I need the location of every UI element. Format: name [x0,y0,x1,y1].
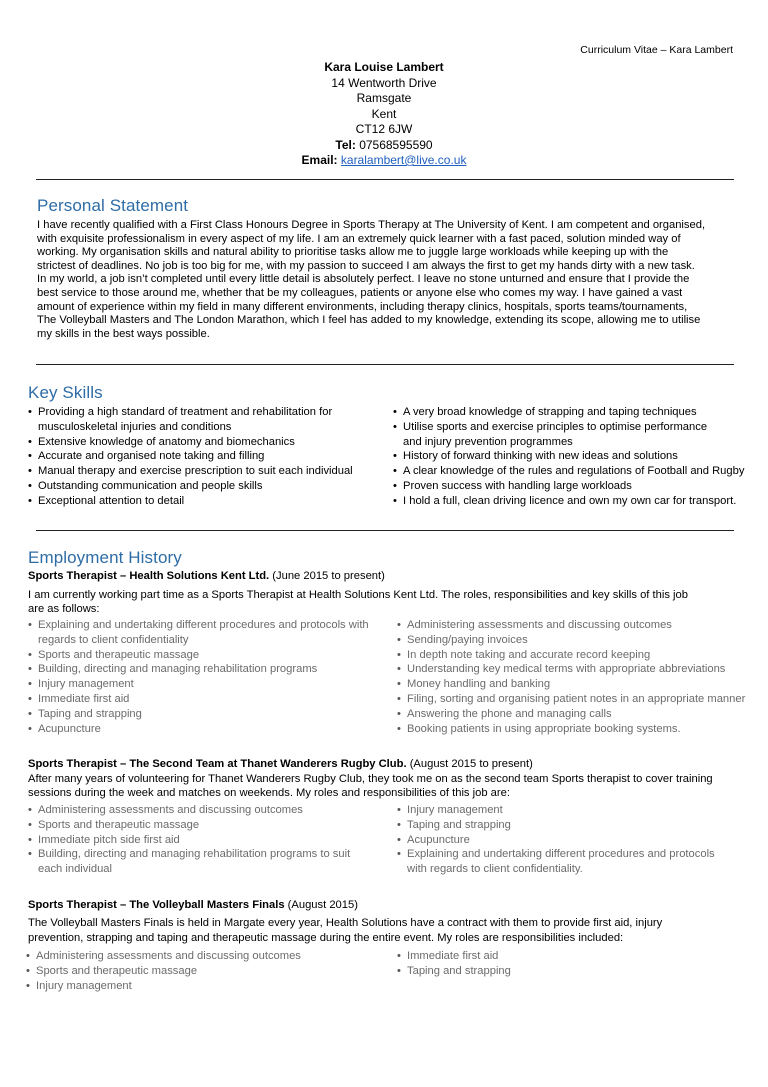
list-item: • Proven success with handling large workloads [393,479,763,494]
job-title-line [28,570,385,582]
job-duties-left [28,618,388,736]
address-line: 14 Wentworth Drive [331,75,437,90]
list-item: • Immediate first aid [397,949,757,964]
job-description: I am currently working part time as a Sports Therapist at Health Solutions Kent Ltd. The roles, responsibilities and key skills of this job are as follows: [28,589,688,616]
list-item: • A very broad knowledge of strapping and taping techniques [393,405,763,420]
employment-heading: Employment History [28,548,182,567]
email [0,153,768,169]
job-dates: (June 2015 to present) [272,570,385,582]
list-item: • I hold a full, clean driving licence and own my own car for transport. [393,494,763,509]
list-item: • Exceptional attention to detail [28,494,388,509]
list-item: • Administering assessments and discussing outcomes [397,618,763,633]
job-title-line [28,758,533,770]
list-item: • Acupuncture [397,833,757,848]
key-skills-left-list [28,405,388,509]
list-item: • Building, directing and managing rehabilitation programs to suit each individual [28,847,388,876]
list-item: • Sports and therapeutic massage [26,964,386,979]
list-item: • Administering assessments and discussing outcomes [26,949,386,964]
tel-label: Tel: [335,137,356,152]
key-skills-right-list [393,405,763,509]
job-dates: (August 2015 to present) [409,758,533,770]
list-item: • Injury management [28,677,388,692]
job-title: Sports Therapist – The Volleyball Masters Finals [28,899,285,911]
candidate-name: Kara Louise Lambert [324,60,444,74]
address-line: Ramsgate [356,91,412,105]
list-item: • Extensive knowledge of anatomy and biomechanics [28,435,388,450]
list-item: • Immediate first aid [28,692,388,707]
list-item: • Utilise sports and exercise principles to optimise performance and injury prevention programmes [393,420,763,450]
list-item: • Acupuncture [28,722,388,737]
address-line: CT12 6JW [355,122,413,136]
list-item: • Accurate and organised note taking and filling [28,449,388,464]
list-item: • Explaining and undertaking different procedures and protocols with regards to client confidentiality. [397,847,757,876]
job-duties-left [26,949,386,993]
job-dates: (August 2015) [287,899,358,911]
list-item: • Understanding key medical terms with appropriate abbreviations [397,662,763,677]
list-item: • Providing a high standard of treatment and rehabilitation for musculoskeletal injuries and conditions [28,405,388,435]
list-item: • Manual therapy and exercise prescription to suit each individual [28,464,388,479]
address-line: Kent [371,106,397,121]
list-item: • Immediate pitch side first aid [28,833,388,848]
list-item: • Sending/paying invoices [397,633,763,648]
list-item: • Taping and strapping [397,964,757,979]
list-item: • Booking patients in using appropriate booking systems. [397,722,763,737]
tel-number: 07568595590 [359,137,433,152]
list-item: • Injury management [397,803,757,818]
list-item: • Injury management [26,979,386,994]
job-duties-right [397,803,757,877]
key-skills-heading: Key Skills [28,383,103,402]
job-title: Sports Therapist – Health Solutions Kent Ltd. [28,570,270,582]
list-item: • Filing, sorting and organising patient notes in an appropriate manner [397,692,763,707]
list-item: • Taping and strapping [28,707,388,722]
list-item: • Building, directing and managing rehabilitation programs [28,662,388,677]
email-label: Email: [301,153,338,167]
list-item: • Explaining and undertaking different procedures and protocols with regards to client confidentiality [28,618,388,648]
list-item: • A clear knowledge of the rules and regulations of Football and Rugby [393,464,763,479]
personal-statement-text: I have recently qualified with a First Class Honours Degree in Sports Therapy at The University of Kent. I am competent and organised, with exquisite professionalism in every aspect of my life. I am an extremely quick learner with a fast paced, solution minded way of working. My organisation skills and natural ability to prioritise tasks allow me to juggle large workloads while keeping up with the strictest of deadlines. No job is too big for me, with my passion to succeed I am always the first to get my hands dirty with a new task. In my world, a job isn’t completed until every little detail is absolutely perfect. I leave no stone unturned and ensure that I provide the best service to those around me, whether that be my colleagues, patients or anyone else who comes my way. I have gained a vast amount of experience within my field in many different environments, including therapy clinics, hospitals, sports teams/tournaments, The Volleyball Masters and The London Marathon, which I feel has added to my knowledge, extending its scope, allowing me to utilise my skills in the best ways possible. [37,219,706,340]
job-description: The Volleyball Masters Finals is held in Margate every year, Health Solutions have a contract with them to provide first aid, injury prevention, strapping and taping and therapeutic massage during the entire event. My roles are responsibilities included: [28,917,663,944]
telephone [0,138,768,154]
list-item: • History of forward thinking with new ideas and solutions [393,449,763,464]
job-duties-right [397,949,757,979]
personal-statement-heading: Personal Statement [37,196,189,215]
list-item: • In depth note taking and accurate record keeping [397,648,763,663]
divider [36,179,734,180]
job-title-line [28,899,358,911]
job-duties-right [397,618,763,736]
contact-block [0,60,768,169]
job-description: After many years of volunteering for Thanet Wanderers Rugby Club, they took me on as the second team Sports therapist to cover training sessions during the week and matches on weekends. My roles and responsibilities of this job are: [28,773,713,800]
list-item: • Sports and therapeutic massage [28,818,388,833]
list-item: • Taping and strapping [397,818,757,833]
divider [36,364,734,365]
email-link[interactable]: karalambert@live.co.uk [340,153,467,167]
list-item: • Money handling and banking [397,677,763,692]
job-title: Sports Therapist – The Second Team at Thanet Wanderers Rugby Club. [28,758,407,770]
running-header: Curriculum Vitae – Kara Lambert [580,44,733,56]
list-item: • Sports and therapeutic massage [28,648,388,663]
list-item: • Answering the phone and managing calls [397,707,763,722]
divider [36,530,734,531]
list-item: • Outstanding communication and people skills [28,479,388,494]
job-duties-left [28,803,388,877]
list-item: • Administering assessments and discussing outcomes [28,803,388,818]
